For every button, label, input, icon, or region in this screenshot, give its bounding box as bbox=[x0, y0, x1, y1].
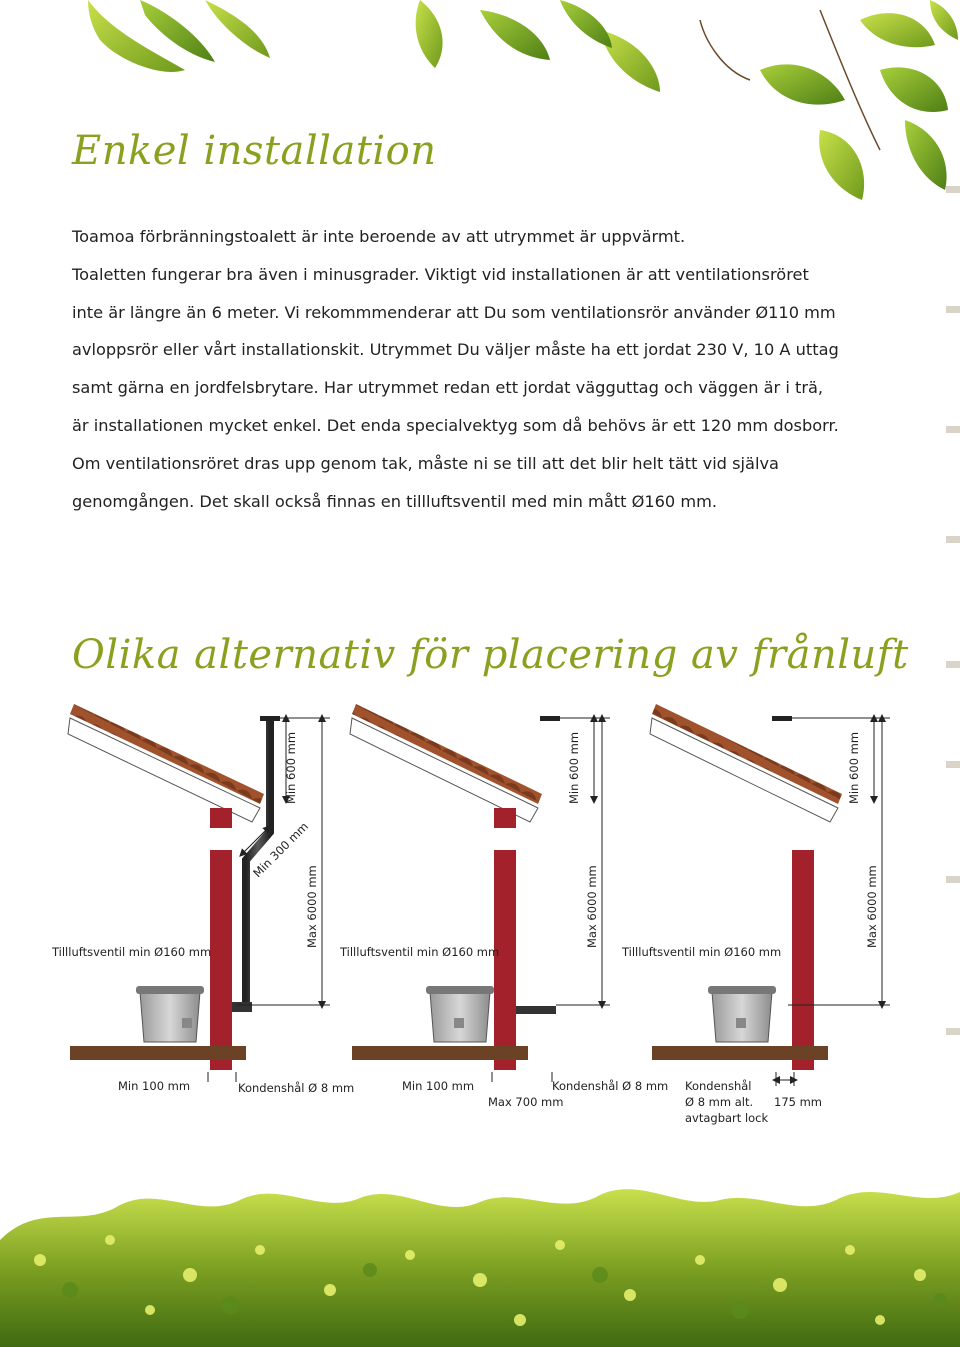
paragraph-line: Toaletten fungerar bra även i minusgrader. Viktigt vid installationen är att ventilationsröret bbox=[72, 264, 809, 284]
pipe-connector bbox=[516, 1006, 556, 1014]
paragraph-line: Om ventilationsröret dras upp genom tak, måste ni se till att det blir helt tätt vid själva bbox=[72, 453, 779, 473]
installation-diagrams bbox=[40, 700, 940, 1150]
label-inlet: Tillluftsventil min Ø160 mm bbox=[52, 945, 212, 959]
label-max-height: Max 6000 mm bbox=[865, 865, 879, 948]
floor bbox=[352, 1046, 528, 1060]
wall bbox=[210, 850, 232, 1070]
diagram-right bbox=[621, 704, 890, 1125]
label-drain-line2: Ø 8 mm alt. bbox=[685, 1095, 754, 1109]
leaf-cluster-top bbox=[416, 0, 660, 92]
diagram-middle bbox=[339, 704, 668, 1109]
label-inlet: Tillluftsventil min Ø160 mm bbox=[622, 945, 782, 959]
roof bbox=[350, 718, 538, 822]
side-tick-marks bbox=[946, 186, 960, 1066]
leaves-decoration bbox=[0, 0, 960, 220]
heading-easy-installation: Enkel installation bbox=[72, 128, 437, 174]
label-max-height: Max 6000 mm bbox=[585, 865, 599, 948]
label-min-bend: Min 300 mm bbox=[250, 819, 312, 881]
wall-upper bbox=[210, 808, 232, 828]
label-drain: Kondenshål Ø 8 mm bbox=[238, 1081, 355, 1095]
pipe-joint bbox=[232, 1002, 252, 1012]
label-drain: Kondenshål Ø 8 mm bbox=[552, 1079, 669, 1093]
label-min-gap: Min 100 mm bbox=[402, 1079, 475, 1093]
label-max-dist: Max 700 mm bbox=[488, 1095, 564, 1109]
label-min-top: Min 600 mm bbox=[847, 731, 861, 804]
wall bbox=[792, 850, 814, 1070]
diagram-left bbox=[51, 704, 354, 1095]
roof-tiles bbox=[352, 704, 542, 804]
leaf-cluster-right bbox=[700, 0, 958, 200]
roof bbox=[650, 718, 838, 822]
wall-upper bbox=[494, 808, 516, 828]
label-min-top: Min 600 mm bbox=[284, 731, 298, 804]
roof-tiles bbox=[652, 704, 842, 804]
label-min-gap: Min 100 mm bbox=[118, 1079, 191, 1093]
floor bbox=[652, 1046, 828, 1060]
label-drain-line1: Kondenshål bbox=[685, 1079, 752, 1093]
toilet bbox=[708, 986, 776, 1042]
label-inlet: Tillluftsventil min Ø160 mm bbox=[340, 945, 500, 959]
floor bbox=[70, 1046, 246, 1060]
paragraph-line: inte är längre än 6 meter. Vi rekommmenderar att Du som ventilationsrör använder Ø110 mm bbox=[72, 302, 836, 322]
paragraph-line: samt gärna en jordfelsbrytare. Har utrymmet redan ett jordat vägguttag och väggen är i trä, bbox=[72, 378, 824, 398]
paragraph-line: Toamoa förbränningstoalett är inte beroende av att utrymmet är uppvärmt. bbox=[72, 227, 686, 246]
wall bbox=[494, 850, 516, 1070]
toilet bbox=[426, 986, 494, 1042]
heading-exhaust-options: Olika alternativ för placering av frånluft bbox=[72, 632, 909, 678]
leaf-cluster-left bbox=[88, 0, 270, 72]
label-drain-line3: avtagbart lock bbox=[685, 1111, 769, 1125]
paragraph-line: är installationen mycket enkel. Det enda specialvektyg som då behövs är ett 120 mm dosborr. bbox=[72, 415, 839, 435]
intro-paragraph bbox=[72, 218, 882, 520]
paragraph-line: genomgången. Det skall också finnas en tillluftsventil med min mått Ø160 mm. bbox=[72, 491, 718, 511]
toilet bbox=[136, 986, 204, 1042]
roof bbox=[68, 718, 260, 822]
label-min-top: Min 600 mm bbox=[567, 731, 581, 804]
plants-decoration bbox=[0, 1180, 960, 1347]
label-max-height: Max 6000 mm bbox=[305, 865, 319, 948]
roof-tiles bbox=[70, 704, 264, 804]
label-dist: 175 mm bbox=[774, 1095, 823, 1109]
paragraph-line: avloppsrör eller vårt installationskit. Utrymmet Du väljer måste ha ett jordat 230 V, 10 A uttag bbox=[72, 340, 839, 360]
